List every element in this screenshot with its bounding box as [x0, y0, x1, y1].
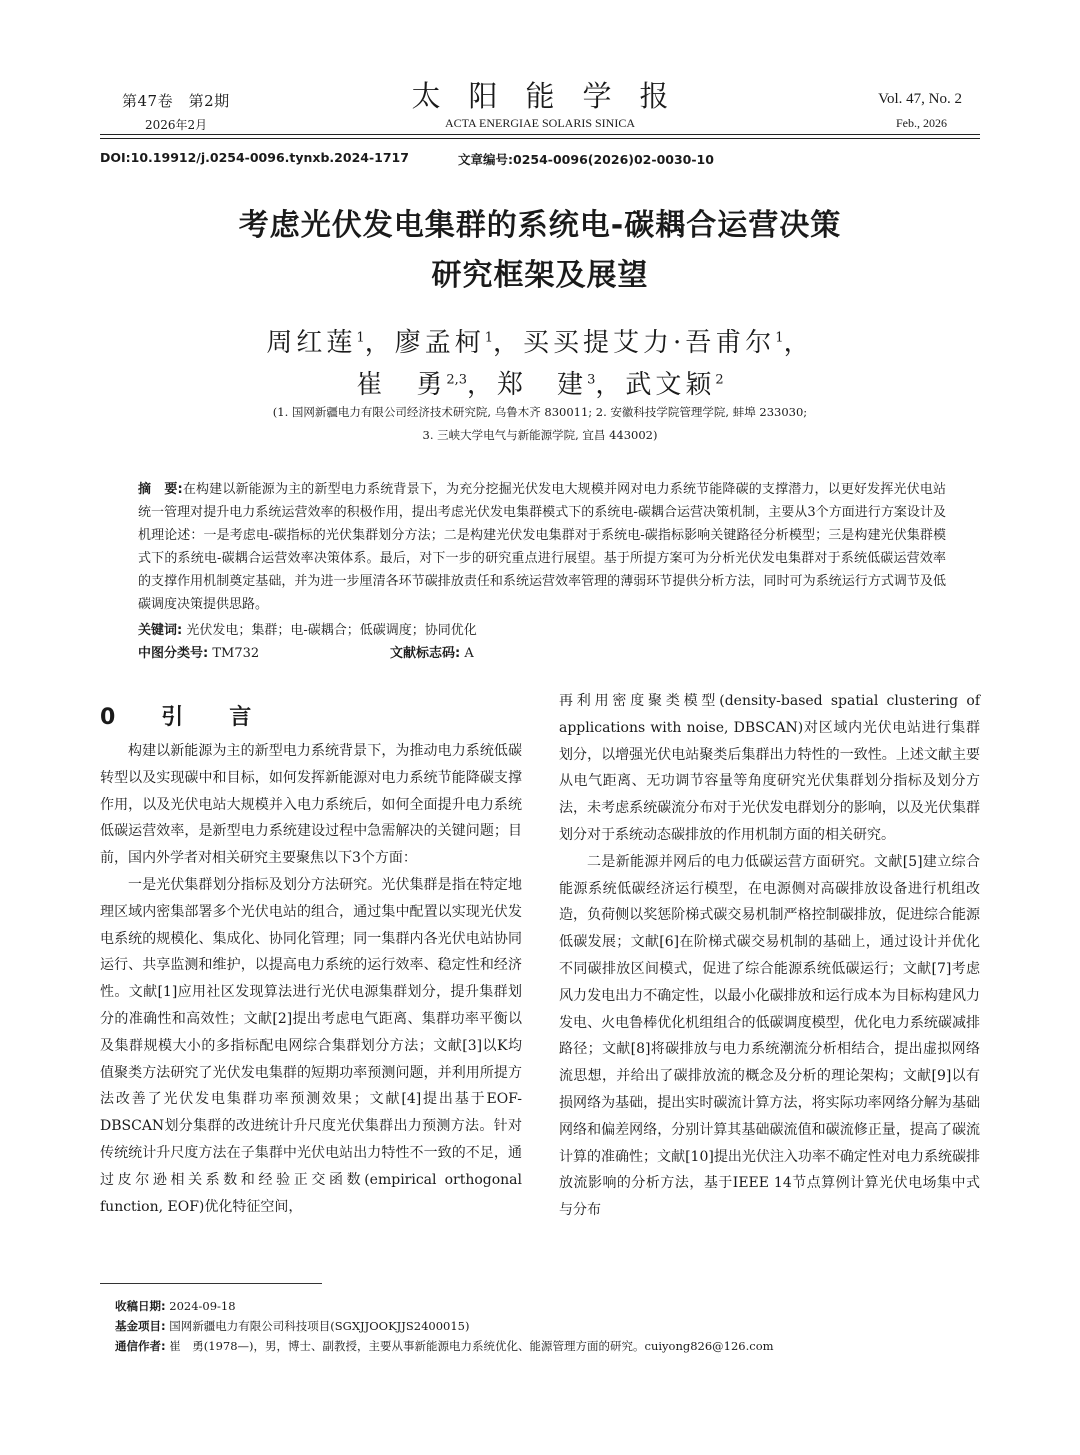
footnote-rule — [100, 1283, 322, 1284]
section-heading: 0 引 言 — [100, 705, 264, 730]
header-rule-thin — [100, 138, 980, 139]
author-text: 崔 勇(1978—)，男，博士、副教授，主要从事新能源电力系统优化、能源管理方面的研究。cuiyong826@126.com — [169, 1339, 774, 1353]
abstract-text: 在构建以新能源为主的新型电力系统背景下，为充分挖掘光伏发电大规模并网对电力系统节能降碳的支撑潜力，以更好发挥光伏电站统一管理对提升电力系统运营效率的积极作用，提出考虑光伏发电集群模式下的系统电-碳耦合运营决策机制，主要从3个方面进行方案设计及机理论述：一是考虑电-碳指标的光伏集群划分方法；二是构建光伏发电集群对于系统电-碳指标影响关键路径分析模型；三是构建光伏集群模式下的系统电-碳耦合运营效率决策体系。最后，对下一步的研究重点进行展望。基于所提方案可为分析光伏发电集群对于系统低碳运营效率的支撑作用机制奠定基础，并为进一步厘清各环节碳排放责任和系统运营效率管理的薄弱环节提供分析方法，同时可为系统运行方式调节及低碳调度决策提供思路。 — [138, 482, 946, 612]
received-date: 2024-09-18 — [169, 1299, 236, 1313]
body-column-left — [100, 738, 522, 1220]
affiliation-line2: 3. 三峡大学电气与新能源学院, 宜昌 443002) — [422, 428, 658, 442]
footnote-received — [115, 1296, 980, 1316]
affiliation-line1: (1. 国网新疆电力有限公司经济技术研究院, 乌鲁木齐 830011; 2. 安徽科技学院管理学院, 蚌埠 233030; — [272, 405, 808, 419]
fund-label: 基金项目: — [115, 1319, 166, 1333]
author-affil: 1 — [484, 330, 494, 346]
doc-code — [390, 642, 474, 665]
author-name: 买买提艾力·吾甫尔 — [523, 328, 776, 358]
body-column-right — [559, 688, 980, 1224]
body-paragraph: 二是新能源并网后的电力低碳运营方面研究。文献[5]建立综合能源系统低碳经济运行模型，在电源侧对高碳排放设备进行机组改造，负荷侧以奖惩阶梯式碳交易机制严格控制碳排放，促进综合能源低碳发展；文献[6]在阶梯式碳交易机制的基础上，通过设计并优化不同碳排放区间模式，促进了综合能源系统低碳运行；文献[7]考虑风力发电出力不确定性，以最小化碳排放和运行成本为目标构建风力发电、火电鲁棒优化机组组合的低碳调度模型，优化电力系统碳减排路径；文献[8]将碳排放与电力系统潮流分析相结合，提出虚拟网络流思想，并给出了碳排放流的概念及分析的理论架构；文献[9]以有损网络为基础，提出实时碳流计算方法，将实际功率网络分解为基础网络和偏差网络，分别计算其基础碳流值和碳流修正量，提高了碳流计算的准确性；文献[10]提出光伏注入功率不确定性对电力系统碳排放流影响的分析方法，基于IEEE 14节点算例计算光伏电场集中式与分布 — [559, 853, 980, 1219]
article-number: 文章编号:0254-0096(2026)02-0030-10 — [458, 152, 714, 167]
author-name: 郑 建 — [497, 370, 588, 400]
fund-text: 国网新疆电力有限公司科技项目(SGXJJOOKJJS2400015) — [169, 1319, 470, 1333]
author-affil: 1 — [356, 330, 365, 346]
author-name: 廖孟柯 — [394, 328, 485, 358]
footnote-fund — [115, 1316, 980, 1336]
keywords-label: 关键词: — [138, 623, 183, 638]
doc-code-label: 文献标志码: — [390, 646, 461, 661]
keywords — [138, 619, 946, 642]
journal-title-en: ACTA ENERGIAE SOLARIS SINICA — [444, 116, 636, 130]
author-label: 通信作者: — [115, 1339, 166, 1353]
author-affil: 1 — [775, 330, 784, 346]
author-name: 武文颖 — [625, 370, 716, 400]
author-line2: 崔 勇$^{2,3}$，郑 建$^3$，武文颖$^2$ — [356, 370, 724, 400]
issue-date-en: Feb., 2026 — [896, 116, 947, 130]
abstract-label: 摘 要: — [138, 482, 183, 497]
author-name: 崔 勇 — [356, 370, 447, 400]
author-line1: 周红莲$^1$，廖孟柯$^1$，买买提艾力·吾甫尔$^1$， — [266, 328, 814, 358]
body-paragraph: 一是光伏集群划分指标及划分方法研究。光伏集群是指在特定地理区域内密集部署多个光伏电站的组合，通过集中配置以实现光伏发电系统的规模化、集成化、协同化管理；同一集群内各光伏电站协同运行、共享监测和维护，以提高电力系统的运行效率、稳定性和经济性。文献[1]应用社区发现算法进行光伏电源集群划分，提升集群划分的准确性和高效性；文献[2]提出考虑电气距离、集群功率平衡以及集群规模大小的多指标配电网综合集群划分方法；文献[3]以K均值聚类方法研究了光伏发电集群的短期功率预测问题，并利用所提方法改善了光伏发电集群功率预测效果；文献[4]提出基于EOF-DBSCAN划分集群的改进统计升尺度光伏集群出力预测方法。针对传统统计升尺度方法在子集群中光伏电站出力特性不一致的不足，通过皮尔逊相关系数和经验正交函数(empirical orthogonal function, EOF)优化特征空间， — [100, 876, 522, 1215]
author-affil: 3 — [587, 372, 596, 388]
keywords-text: 光伏发电；集群；电-碳耦合；低碳调度；协同优化 — [186, 623, 477, 638]
doc-code-value: A — [464, 646, 474, 661]
doi: DOI:10.19912/j.0254-0096.tynxb.2024-1717 — [100, 150, 409, 165]
author-affil: 2 — [715, 372, 724, 388]
paper-title-line2: 研究框架及展望 — [431, 258, 649, 293]
header-rule — [100, 134, 980, 135]
author-name: 周红莲 — [266, 328, 357, 358]
received-label: 收稿日期: — [115, 1299, 166, 1313]
body-paragraph: 再利用密度聚类模型(density-based spatial clustering of applications with noise, DBSCAN)对区域内光伏电站进行集群划分，以增强光伏电站聚类后集群出力特性的一致性。上述文献主要从电气距离、无功调节容量等角度研究光伏集群划分指标及划分方法，未考虑系统碳流分布对于光伏发电群划分的影响，以及光伏集群划分对于系统动态碳排放的作用机制方面的相关研究。 — [559, 693, 980, 843]
paper-title-line1: 考虑光伏发电集群的系统电-碳耦合运营决策 — [238, 208, 842, 243]
journal-title-cn: 太阳能学报 — [411, 79, 697, 113]
abstract — [138, 478, 946, 616]
body-paragraph: 构建以新能源为主的新型电力系统背景下，为推动电力系统低碳转型以及实现碳中和目标，如何发挥新能源对电力系统节能降碳支撑作用，以及光伏电站大规模并入电力系统后，如何全面提升电力系统低碳运营效率，是新型电力系统建设过程中急需解决的关键问题；目前，国内外学者对相关研究主要聚焦以下3个方面： — [100, 743, 522, 867]
issue-date-cn: 2026年2月 — [145, 118, 208, 132]
footnote-author — [115, 1336, 980, 1356]
volume-issue-en: Vol. 47, No. 2 — [878, 91, 962, 107]
classification — [138, 642, 946, 665]
author-affil: 2,3 — [446, 372, 468, 388]
clc-label: 中图分类号: — [138, 646, 209, 661]
clc-value: TM732 — [212, 646, 260, 661]
volume-issue: 第47卷 第2期 — [122, 92, 230, 110]
